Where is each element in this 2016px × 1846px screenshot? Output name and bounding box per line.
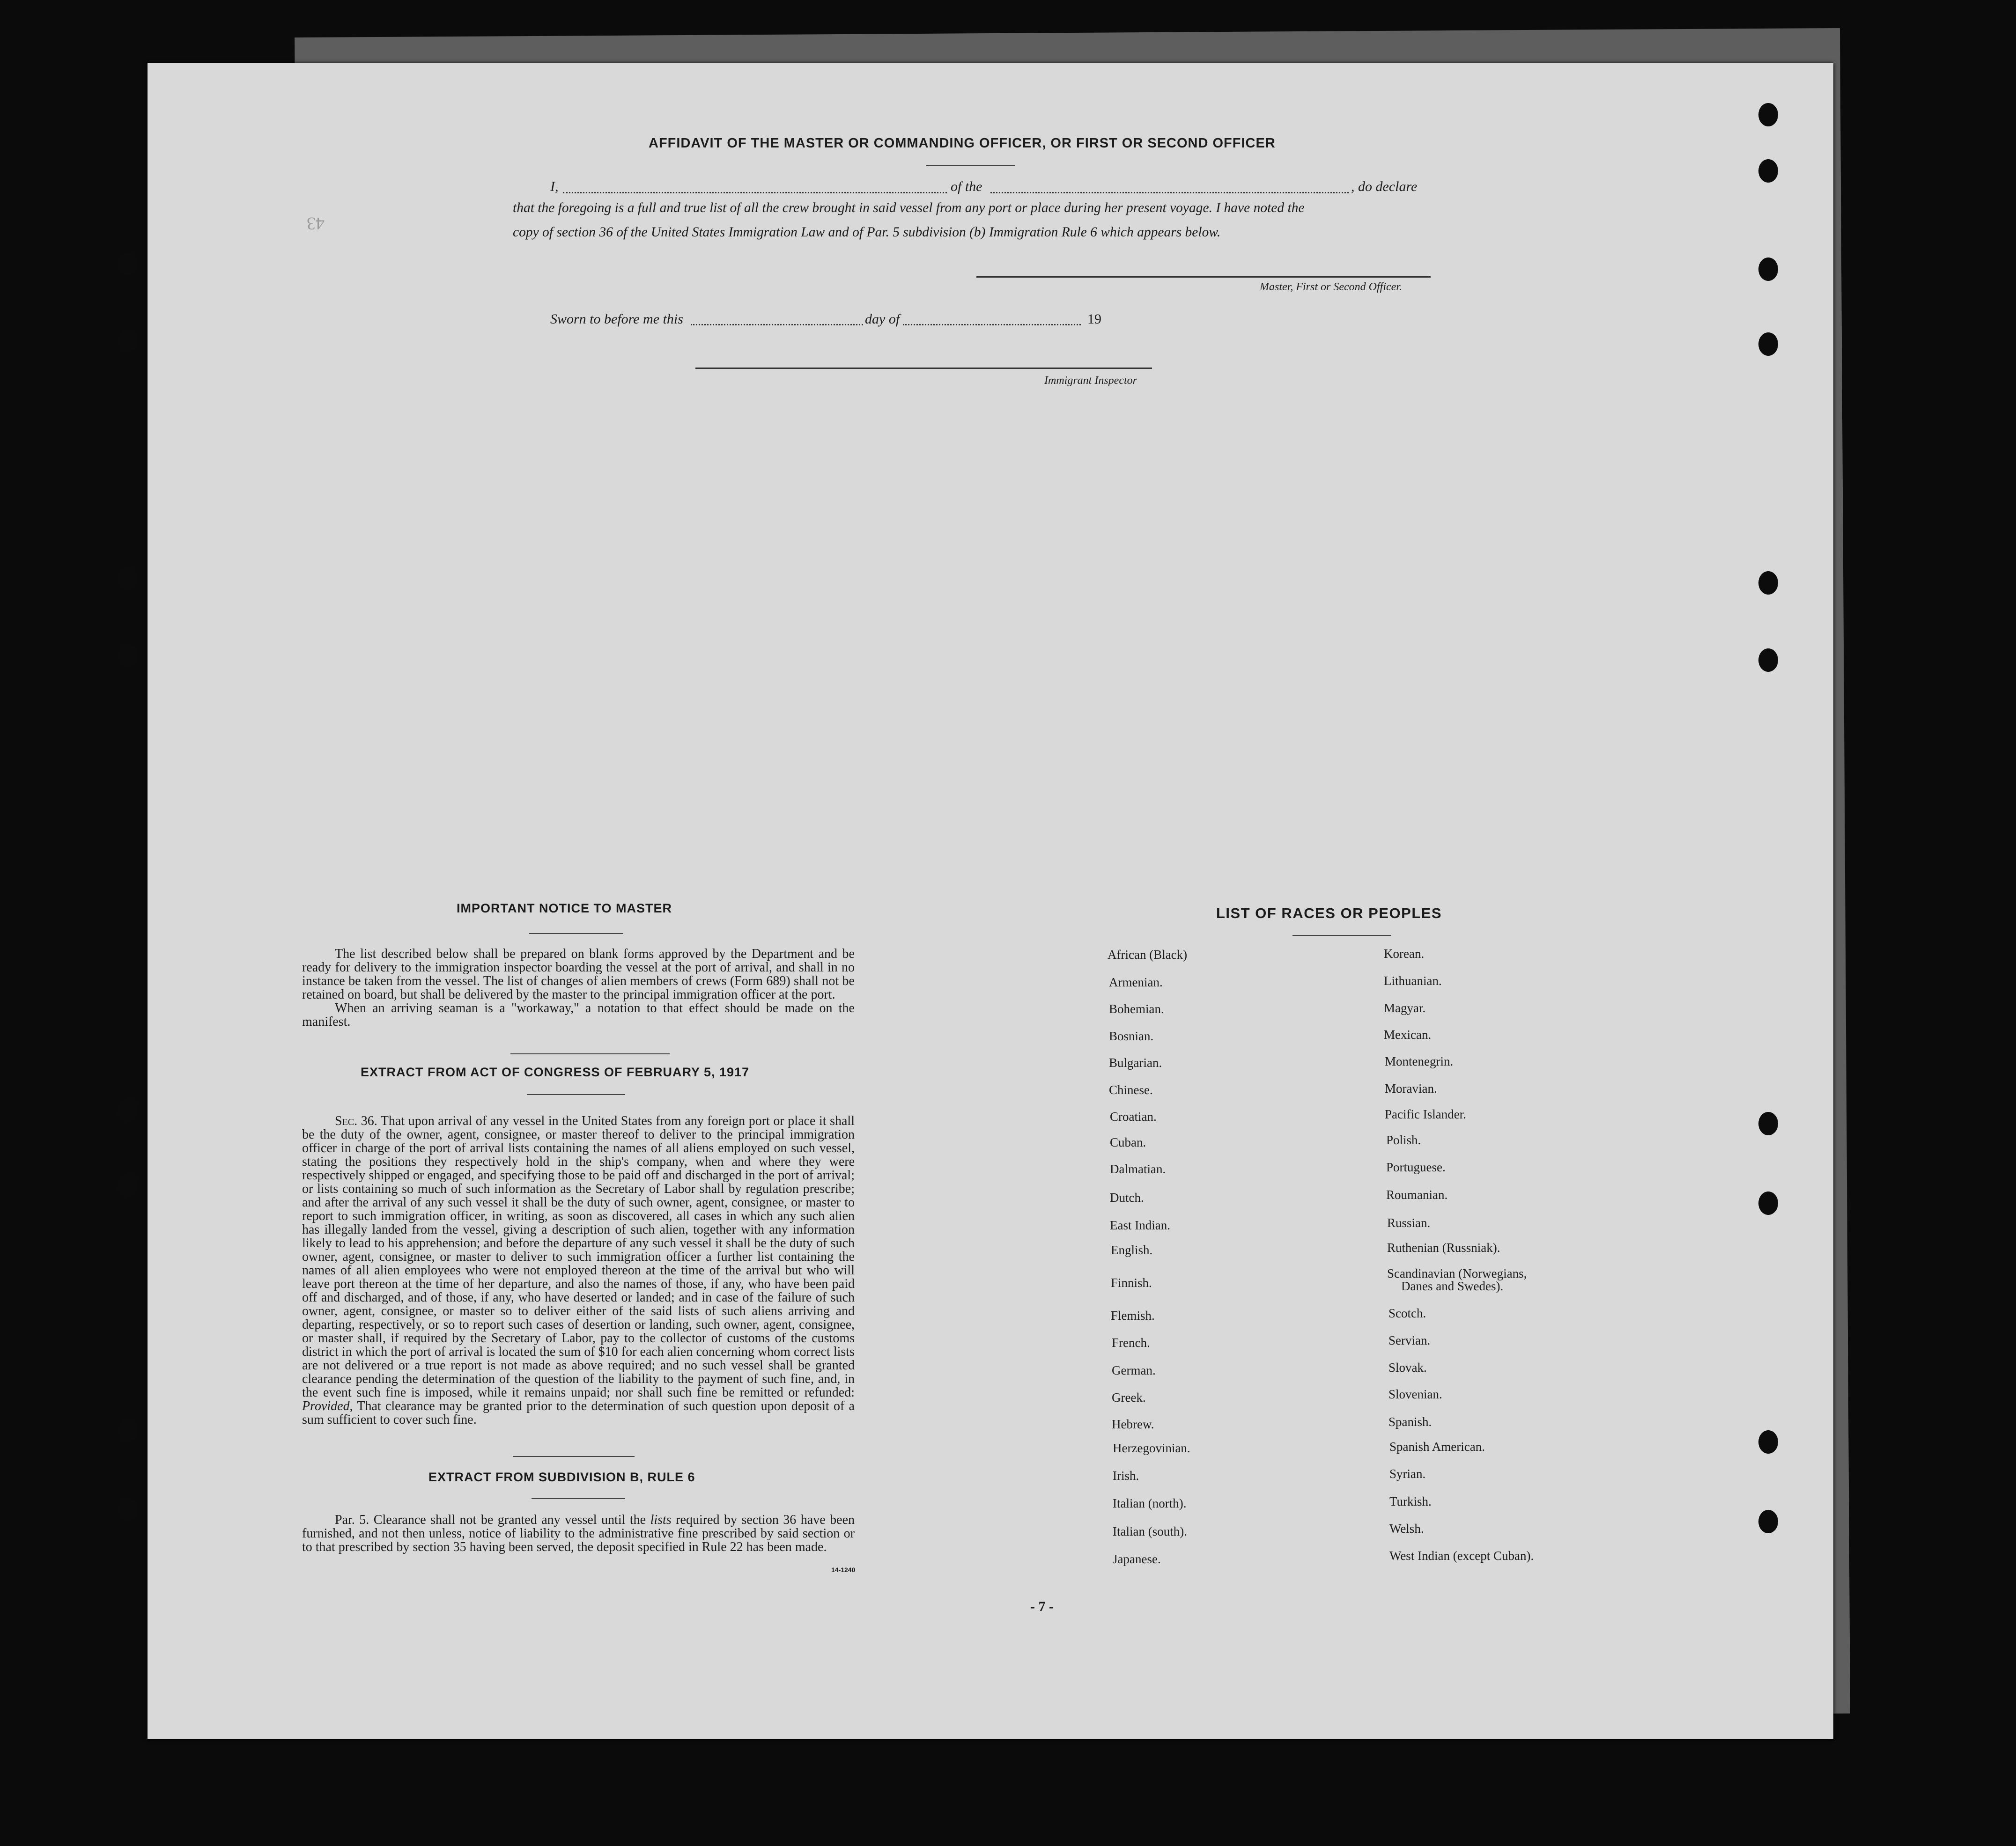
- stamp-mark: - 7 -: [1030, 1599, 1054, 1614]
- punch-hole: [118, 566, 138, 590]
- sworn-month-line: [903, 324, 1081, 325]
- affidavit-do-declare: , do declare: [1351, 179, 1418, 194]
- race-item: Spanish American.: [1389, 1440, 1485, 1454]
- notice-paragraph-2: When an arriving seaman is a "workaway," a notation to that effect should be made on the manifest.: [302, 1001, 855, 1029]
- affidavit-i-label: I,: [550, 179, 559, 194]
- race-item: Herzegovinian.: [1113, 1441, 1190, 1455]
- inspector-label: Immigrant Inspector: [1044, 375, 1137, 387]
- punch-hole: [118, 329, 138, 352]
- punch-hole: [118, 1098, 138, 1121]
- master-signature-label: Master, First or Second Officer.: [1260, 281, 1402, 293]
- form-number: 14-1240: [831, 1566, 856, 1574]
- act-rule-top: [510, 1053, 670, 1054]
- notice-paragraph-1: The list described below shall be prepared on blank forms approved by the Department and be ready for delivery to the immigration inspector boarding the vessel at the port of arrival, and shall in no instance be taken from the vessel. The list of changes of alien members of crews (Form 689) shall not be retained on board, but shall be delivered by the master to the principal immigration officer at the port.: [302, 947, 855, 1002]
- race-item: English.: [1111, 1243, 1153, 1257]
- notice-title: IMPORTANT NOTICE TO MASTER: [457, 901, 672, 915]
- punch-hole: [1758, 648, 1778, 672]
- punch-hole: [118, 1498, 138, 1522]
- race-item: French.: [1112, 1336, 1150, 1350]
- race-item: Slovak.: [1388, 1361, 1427, 1375]
- rule-text-a: Par. 5. Clearance shall not be granted any vessel until the: [335, 1513, 646, 1527]
- race-item: Dutch.: [1110, 1191, 1144, 1205]
- race-item: Cuban.: [1110, 1135, 1146, 1149]
- punch-hole: [1758, 1510, 1778, 1533]
- race-item: Turkish.: [1389, 1494, 1432, 1508]
- race-item: East Indian.: [1110, 1218, 1170, 1232]
- rule-lists-word: lists: [650, 1513, 672, 1527]
- punch-hole: [1758, 571, 1778, 595]
- vessel-line: [990, 192, 1349, 193]
- rule-rule-top: [513, 1456, 635, 1457]
- race-item: Mexican.: [1384, 1028, 1432, 1042]
- rule-text-b: required by section 36 have been furnished, and not then unless, notice of liability to the administrative fine prescribed by said section or to that prescribed by section 35 having been served, the deposit specified in Rule 22 has been made.: [302, 1513, 855, 1554]
- race-item: Servian.: [1388, 1333, 1431, 1347]
- act-title: EXTRACT FROM ACT OF CONGRESS OF FEBRUARY 5, 1917: [361, 1065, 750, 1079]
- race-item: Portuguese.: [1386, 1160, 1446, 1174]
- rule-body: [302, 1513, 855, 1554]
- race-item: Montenegrin.: [1385, 1054, 1454, 1068]
- race-item: Hebrew.: [1112, 1417, 1154, 1431]
- punch-hole: [1758, 1112, 1778, 1135]
- document-page: [148, 63, 1833, 1739]
- race-item: Ruthenian (Russniak).: [1387, 1241, 1500, 1255]
- affidavit-line-2: that the foregoing is a full and true list of all the crew brought in said vessel from any port or place during her present voyage. I have noted the: [513, 200, 1305, 215]
- race-item: Croatian.: [1110, 1110, 1157, 1124]
- act-rule-bottom: [527, 1094, 625, 1095]
- page-number: 43: [307, 213, 325, 233]
- act-text-end: That clearance may be granted prior to the determination of such question upon deposit of a sum sufficient to cover such fine.: [302, 1399, 855, 1427]
- race-item: Greek.: [1112, 1390, 1146, 1405]
- race-item: Scandinavian (Norwegians,: [1387, 1266, 1527, 1280]
- race-item: Spanish.: [1388, 1415, 1432, 1429]
- race-item: Chinese.: [1109, 1083, 1153, 1097]
- punch-hole: [1758, 103, 1778, 126]
- race-item: Korean.: [1384, 947, 1425, 961]
- race-item: Dalmatian.: [1110, 1162, 1166, 1176]
- race-item: Welsh.: [1389, 1522, 1424, 1536]
- race-item: West Indian (except Cuban).: [1389, 1549, 1534, 1563]
- punch-hole: [118, 644, 138, 667]
- races-title: LIST OF RACES OR PEOPLES: [1216, 905, 1442, 921]
- affidavit-line-3: copy of section 36 of the United States Immigration Law and of Par. 5 subdivision (b) Immigration Rule 6 which appears below.: [513, 225, 1221, 240]
- punch-hole: [118, 1419, 138, 1442]
- day-of-label: day of: [865, 311, 900, 327]
- punch-hole: [1758, 1191, 1778, 1215]
- notice-underline: [529, 933, 623, 934]
- master-signature-line: [976, 276, 1431, 278]
- act-paragraph: [302, 1114, 855, 1427]
- rule-paragraph: [302, 1513, 855, 1554]
- punch-hole: [118, 252, 138, 275]
- race-item: Polish.: [1386, 1133, 1421, 1147]
- race-item: Scotch.: [1388, 1306, 1426, 1320]
- race-item: Moravian.: [1385, 1081, 1437, 1096]
- year-prefix: 19: [1087, 311, 1101, 327]
- race-item: Slovenian.: [1388, 1387, 1442, 1401]
- affidavit-title: AFFIDAVIT OF THE MASTER OR COMMANDING OFFICER, OR FIRST OR SECOND OFFICER: [649, 136, 1276, 151]
- punch-hole: [1758, 257, 1778, 281]
- title-underline: [926, 165, 1015, 166]
- act-provided: Provided,: [302, 1399, 353, 1413]
- race-item: German.: [1112, 1363, 1156, 1377]
- race-item: Flemish.: [1111, 1309, 1155, 1323]
- race-item: African (Black): [1108, 948, 1188, 962]
- punch-hole: [1758, 159, 1778, 183]
- sworn-label: Sworn to before me this: [550, 311, 683, 327]
- race-item: Bohemian.: [1109, 1002, 1164, 1016]
- race-item: Magyar.: [1384, 1001, 1426, 1015]
- race-item: Bosnian.: [1109, 1029, 1154, 1043]
- punch-hole: [1758, 1430, 1778, 1454]
- race-item: Bulgarian.: [1109, 1056, 1162, 1070]
- punch-hole: [118, 1173, 138, 1196]
- rule-title: EXTRACT FROM SUBDIVISION B, RULE 6: [428, 1470, 695, 1484]
- act-text: That upon arrival of any vessel in the United States from any foreign port or place it shall be the duty of the owner, agent, consignee, or master thereof to deliver to the principal immigration officer in charge of the port of arrival lists containing the names of all aliens employed on such vessel, stating the positions they respectively hold in the ship's company, when and where they were respectively shipped or engaged, and specifying those to be paid off and discharged in the port of arrival; or lists containing so much of such information as the Secretary of Labor shall by regulation prescribe; and after the arrival of any such vessel it shall be the duty of such owner, agent, consignee, or master to report to such immigration officer, in writing, as soon as discovered, all cases in which any such alien has illegally landed from the vessel, giving a description of such alien, together with any information likely to lead to his apprehension; and before the departure of any such vessel it shall be the duty of such owner, agent, consignee, or master to deliver to such immigration officer a further list containing the names of all alien employees who were not employed thereon at the time of the arrival but who will leave port thereon at the time of her departure, and also the names of those, if any, who have been paid off and discharged, and of those, if any, who have deserted or landed; and in case of the failure of such owner, agent, consignee, or master so to deliver either of the said lists of such aliens arriving and departing, respectively, or so to report such cases of desertion or landing, such owner, agent, consignee, or master shall, if required by the Secretary of Labor, pay to the collector of customs of the customs district in which the port of arrival is located the sum of $10 for each alien concerning whom correct lists are not delivered or a true report is not made as above required; and no such vessel shall be granted clearance pending the determination of the question of the liability to the payment of such fine, and, in the event such fine is imposed, while it remains unpaid; nor shall such fine be remitted or refunded:: [302, 1114, 855, 1400]
- race-item: Armenian.: [1109, 975, 1163, 989]
- affidavit-of-the-label: of the: [951, 179, 982, 194]
- notice-body: [302, 947, 855, 1029]
- punch-hole: [1758, 332, 1778, 356]
- rule-rule-bottom: [532, 1498, 625, 1499]
- race-item: Italian (south).: [1113, 1524, 1187, 1538]
- race-item: Russian.: [1387, 1216, 1431, 1230]
- race-item: Pacific Islander.: [1385, 1107, 1466, 1121]
- race-item: Japanese.: [1113, 1552, 1161, 1566]
- race-item: Roumanian.: [1386, 1188, 1448, 1202]
- sworn-day-line: [691, 324, 863, 325]
- race-item: Finnish.: [1111, 1276, 1152, 1290]
- race-item: Italian (north).: [1113, 1496, 1187, 1510]
- race-item: Lithuanian.: [1384, 974, 1442, 988]
- races-underline: [1292, 935, 1391, 936]
- inspector-signature-line: [695, 368, 1152, 369]
- race-item: Irish.: [1113, 1469, 1139, 1483]
- race-item: Syrian.: [1389, 1467, 1426, 1481]
- name-line: [563, 192, 947, 193]
- race-item: Danes and Swedes).: [1401, 1279, 1504, 1293]
- act-body: [302, 1114, 855, 1427]
- section-label: Sec. 36.: [335, 1114, 377, 1128]
